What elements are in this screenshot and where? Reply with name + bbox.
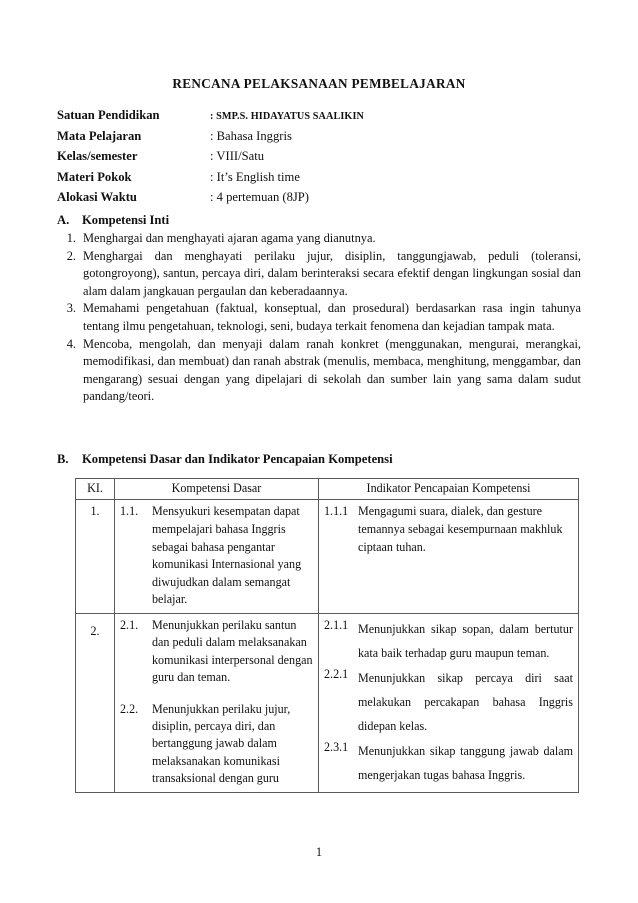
- identity-value-text: Bahasa Inggris: [216, 128, 292, 143]
- indicator-code: 2.2.1: [324, 666, 349, 681]
- identity-label: Satuan Pendidikan: [57, 108, 160, 122]
- list-item-text: Menghargai dan menghayati perilaku jujur, disiplin, tanggungjawab, peduli (toleransi, gotongroyong), santun, percaya diri, dalam berinteraksi secara efektif dengan lingkungan sosial dan alam dalam jangkauan pergaulan dan keberadaannya.: [83, 248, 581, 298]
- section-b-letter: B.: [57, 452, 69, 466]
- identity-separator: :: [210, 128, 214, 143]
- page-number: 1: [315, 845, 323, 859]
- list-item-marker: 2.: [66, 248, 76, 263]
- identity-separator: :: [210, 149, 214, 163]
- list-item: [57, 248, 581, 301]
- indicator-code: 2.1.1: [324, 617, 349, 632]
- table-header-ki: KI.: [76, 479, 115, 500]
- identity-label: Alokasi Waktu: [57, 190, 137, 204]
- list-item-text: Memahami pengetahuan (faktual, konseptual, dan prosedural) berdasarkan rasa ingin tahunya tentang ilmu pengetahuan, teknologi, seni, budaya terkait fenomena dan kejadian tampak mata.: [83, 301, 581, 333]
- indicator-text: Menunjukkan sikap sopan, dalam bertutur kata baik terhadap guru maupun teman.: [358, 621, 573, 660]
- section-a-heading: [57, 213, 581, 228]
- identity-value-text: VIII/Satu: [216, 149, 264, 163]
- identity-value-text: SMP.S. HIDAYATUS SAALIKIN: [216, 110, 364, 122]
- table-cell-ki: 1.: [76, 500, 115, 614]
- kompetensi-inti-list: [57, 230, 581, 406]
- kd-table-clip: [0, 478, 638, 808]
- identity-label: Mata Pelajaran: [57, 128, 142, 143]
- kd-code: 1.1.: [120, 504, 139, 519]
- list-item: [57, 336, 581, 406]
- indicator-text: Menunjukkan sikap tanggung jawab dalam mengerjakan tugas bahasa Inggris.: [358, 743, 573, 782]
- identity-value: [210, 149, 264, 164]
- identity-value-text: 4 pertemuan (8JP): [216, 190, 309, 204]
- section-b-heading: [57, 452, 581, 467]
- indicator-entry: [324, 739, 573, 787]
- identity-block: [57, 108, 457, 211]
- indicator-entry: [324, 617, 573, 665]
- indicator-text: Menunjukkan sikap percaya diri saat melakukan percakapan bahasa Inggris didepan kelas.: [358, 670, 573, 733]
- identity-row: [57, 108, 457, 129]
- list-item: [57, 300, 581, 335]
- page-title: RENCANA PELAKSANAAN PEMBELAJARAN: [172, 76, 466, 91]
- table-cell-ki: 2.: [76, 613, 115, 792]
- identity-label: Materi Pokok: [57, 169, 132, 184]
- table-header-indikator: Indikator Pencapaian Kompetensi: [319, 479, 579, 500]
- identity-row: [57, 149, 457, 170]
- kd-text: Menunjukkan perilaku santun dan peduli dalam melaksanakan komunikasi interpersonal dengan guru dan teman.: [152, 617, 313, 685]
- identity-row: [57, 190, 457, 211]
- indicator-entry: [324, 666, 573, 738]
- identity-value: [210, 170, 300, 185]
- identity-label: Kelas/semester: [57, 149, 138, 163]
- identity-value: [210, 190, 309, 205]
- section-a-letter: A.: [57, 213, 70, 227]
- kd-entry: [120, 701, 313, 788]
- table-header-kompetensi-dasar: Kompetensi Dasar: [115, 479, 319, 500]
- kd-text: Menunjukkan perilaku jujur, disiplin, percaya diri, dan bertanggung jawab dalam melaksanakan komunikasi transaksional dengan guru: [152, 701, 291, 786]
- table-cell-kompetensi-dasar: [115, 500, 319, 614]
- table-cell-kompetensi-dasar: [115, 613, 319, 792]
- table-body: [76, 500, 579, 792]
- table-cell-indikator: [319, 613, 579, 792]
- table-header-row: [76, 479, 579, 500]
- section-b-title: Kompetensi Dasar dan Indikator Pencapaian Kompetensi: [82, 452, 393, 466]
- identity-value: [210, 111, 364, 122]
- table-cell-indikator: [319, 500, 579, 614]
- list-item-marker: 3.: [66, 301, 76, 316]
- kd-entry: [120, 503, 313, 609]
- table-row: [76, 613, 579, 792]
- section-kompetensi-inti: [57, 213, 581, 406]
- section-a-title: Kompetensi Inti: [82, 213, 170, 227]
- kd-text: Mensyukuri kesempatan dapat mempelajari bahasa Inggris sebagai bahasa pengantar komunikasi Internasional yang diwujudkan dalam semangat belajar.: [152, 504, 302, 607]
- identity-value-text: It’s English time: [216, 169, 300, 184]
- identity-separator: :: [210, 110, 214, 122]
- indicator-entry: [324, 503, 573, 556]
- kd-code: 2.1.: [120, 617, 139, 632]
- kompetensi-dasar-table: [75, 478, 579, 793]
- list-item-marker: 1.: [66, 231, 76, 245]
- table-header: [76, 479, 579, 500]
- identity-row: [57, 129, 457, 150]
- indicator-code: 2.3.1: [324, 739, 349, 754]
- indicator-text: Mengagumi suara, dialek, dan gesture temannya sebagai kesempurnaan makhluk ciptaan tuhan.: [358, 504, 563, 554]
- identity-row: [57, 170, 457, 191]
- list-item-text: Mencoba, mengolah, dan menyaji dalam ranah konkret (menggunakan, mengurai, merangkai, memodifikasi, dan membuat) dan ranah abstrak (menulis, membaca, menghitung, menggambar, dan mengarang) sesuai dengan yang dipelajari di sekolah dan sumber lain yang sama dalam sudut pandang/teori.: [83, 336, 581, 404]
- kd-table-wrapper: [75, 478, 578, 793]
- kd-entry: [120, 617, 313, 687]
- identity-separator: :: [210, 190, 214, 204]
- table-row: [76, 500, 579, 614]
- section-kompetensi-dasar: [57, 452, 581, 469]
- identity-separator: :: [210, 169, 214, 184]
- list-item: [57, 230, 581, 248]
- list-item-text: Menghargai dan menghayati ajaran agama yang dianutnya.: [83, 231, 376, 245]
- identity-value: [210, 129, 292, 144]
- kd-code: 2.2.: [120, 701, 139, 716]
- list-item-marker: 4.: [66, 336, 76, 351]
- indicator-code: 1.1.1: [324, 504, 349, 519]
